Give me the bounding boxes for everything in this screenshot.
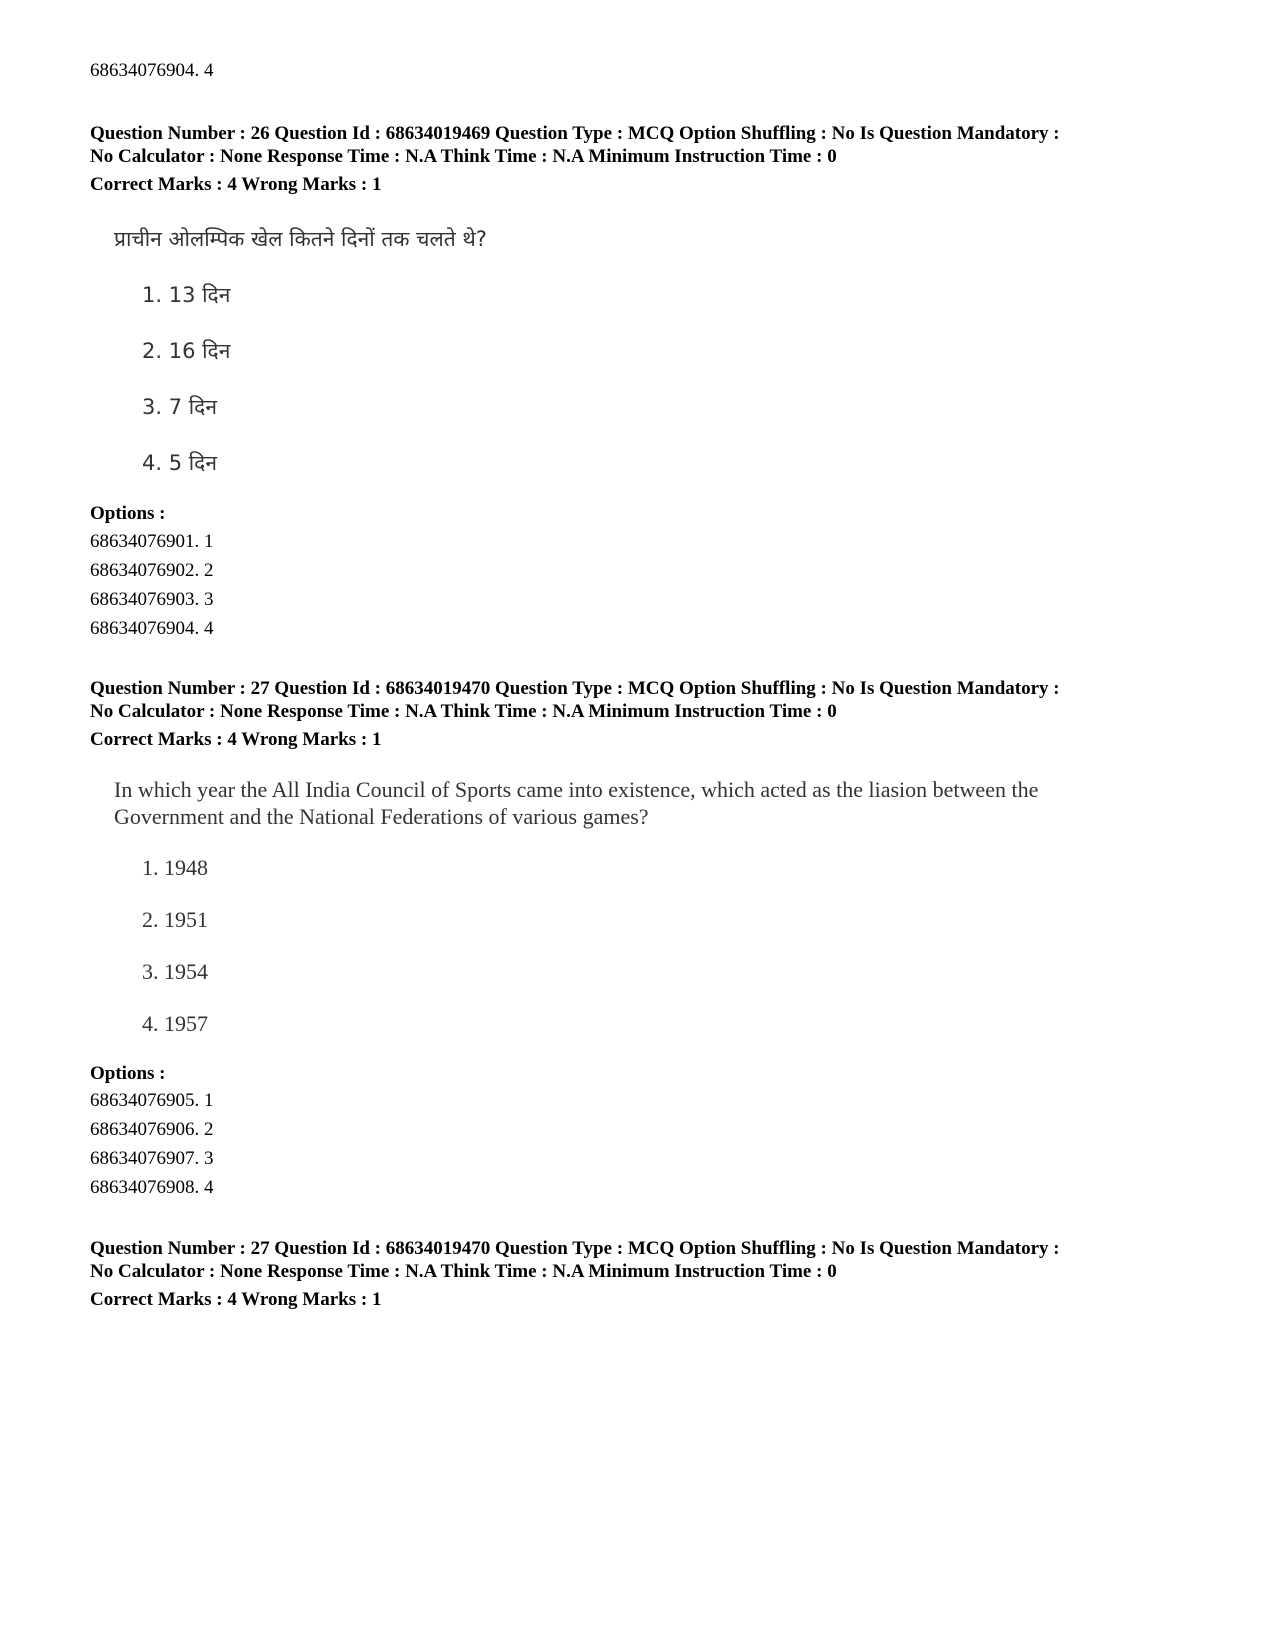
choice-3: 3. 7 दिन (142, 395, 217, 419)
choice-4: 4. 1957 (142, 1011, 208, 1036)
options-label: Options : (90, 503, 166, 524)
question-marks: Correct Marks : 4 Wrong Marks : 1 (90, 1289, 382, 1310)
question-header-line2: No Calculator : None Response Time : N.A Think Time : N.A Minimum Instruction Time : 0 (90, 146, 837, 167)
question-marks: Correct Marks : 4 Wrong Marks : 1 (90, 174, 382, 195)
question-header-line2: No Calculator : None Response Time : N.A Think Time : N.A Minimum Instruction Time : 0 (90, 1261, 837, 1282)
question-header-line1: Question Number : 27 Question Id : 68634019470 Question Type : MCQ Option Shuffling : No Is Question Mandatory : (90, 678, 1060, 699)
choice-2: 2. 16 दिन (142, 339, 231, 363)
option-id: 68634076903. 3 (90, 589, 214, 610)
options-list (90, 527, 214, 643)
choice-2: 2. 1951 (142, 907, 208, 932)
question-text-line1: In which year the All India Council of Sports came into existence, which acted as the liasion between the (114, 777, 1039, 802)
question-header-line1: Question Number : 26 Question Id : 68634019469 Question Type : MCQ Option Shuffling : No Is Question Mandatory : (90, 123, 1060, 144)
option-id: 68634076902. 2 (90, 560, 214, 581)
choice-1: 1. 1948 (142, 855, 208, 880)
options-list (90, 1086, 214, 1202)
option-id: 68634076907. 3 (90, 1148, 214, 1169)
option-id: 68634076901. 1 (90, 531, 214, 552)
choice-1: 1. 13 दिन (142, 283, 231, 307)
question-header-line2: No Calculator : None Response Time : N.A Think Time : N.A Minimum Instruction Time : 0 (90, 701, 837, 722)
question-header-line1: Question Number : 27 Question Id : 68634019470 Question Type : MCQ Option Shuffling : No Is Question Mandatory : (90, 1238, 1060, 1259)
options-label: Options : (90, 1063, 166, 1084)
question-text: प्राचीन ओलम्पिक खेल कितने दिनों तक चलते थे? (114, 227, 487, 251)
choice-4: 4. 5 दिन (142, 451, 217, 475)
option-id: 68634076908. 4 (90, 1177, 214, 1198)
question-text-line2: Government and the National Federations of various games? (114, 804, 649, 829)
option-id: 68634076904. 4 (90, 618, 214, 639)
option-id: 68634076905. 1 (90, 1090, 214, 1111)
option-id: 68634076906. 2 (90, 1119, 214, 1140)
carryover-option: 68634076904. 4 (90, 60, 214, 81)
choice-3: 3. 1954 (142, 959, 208, 984)
question-marks: Correct Marks : 4 Wrong Marks : 1 (90, 729, 382, 750)
